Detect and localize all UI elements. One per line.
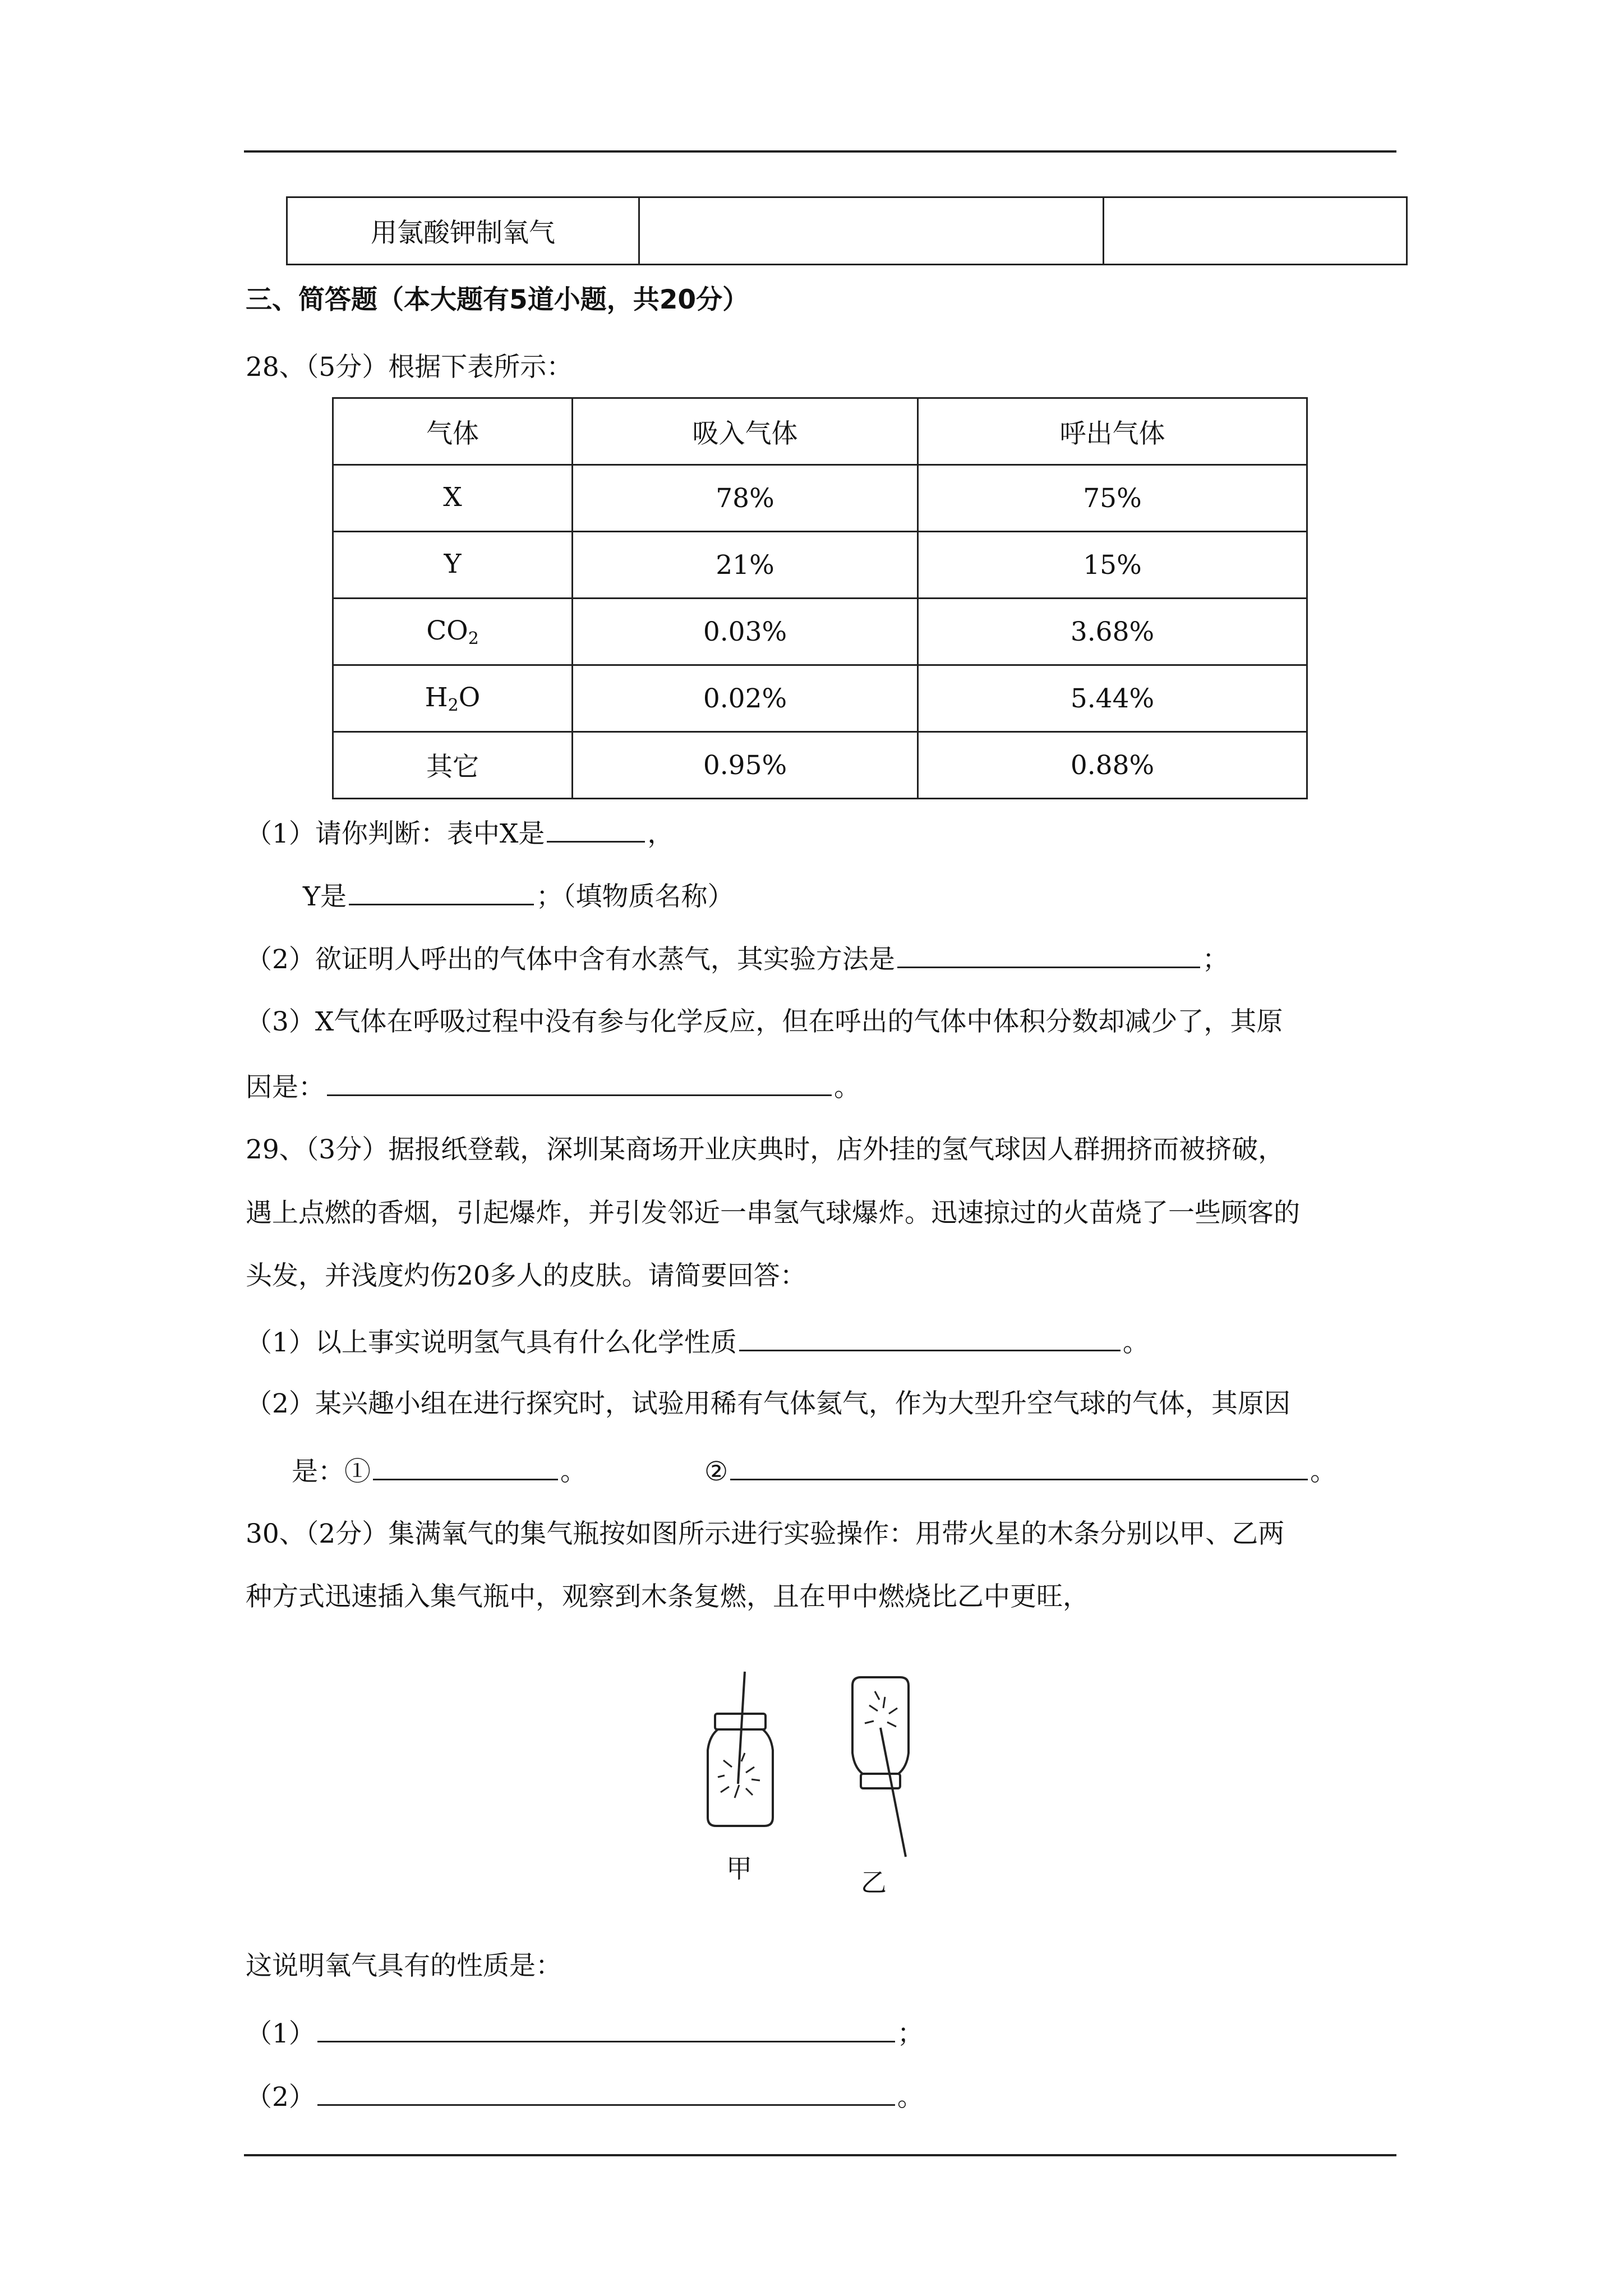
gas-table-header-gas: 气体 bbox=[333, 398, 573, 465]
q29-part2-line2: 是：① 。 ② 。 bbox=[292, 1453, 1336, 1489]
q29-line1: 29、（3分）据报纸登载，深圳某商场开业庆典时，店外挂的氢气球因人群拥挤而被挤破， bbox=[246, 1134, 1285, 1165]
figure-label-yi: 乙 bbox=[861, 1867, 887, 1898]
q30-item1: （1） ； bbox=[246, 2015, 924, 2051]
top-table-row-label: 用氯酸钾制氧气 bbox=[287, 197, 639, 265]
q28-part3-line1: （3）X气体在呼吸过程中没有参与化学反应，但在呼出的气体中体积分数却减少了，其原 bbox=[246, 1006, 1283, 1037]
q29-part1: （1）以上事实说明氢气具有什么化学性质 。 bbox=[246, 1324, 1149, 1360]
header-rule bbox=[244, 150, 1396, 153]
inhaled-value: 0.03% bbox=[573, 599, 918, 665]
gas-table-header-exhaled: 呼出气体 bbox=[918, 398, 1307, 465]
exhaled-value: 3.68% bbox=[918, 599, 1307, 665]
q28-part1: （1）请你判断：表中X是 ， bbox=[246, 815, 674, 851]
inhaled-value: 0.95% bbox=[573, 732, 918, 799]
q29-line3: 头发，并浅度灼伤20多人的皮肤。请简要回答： bbox=[246, 1260, 806, 1291]
gas-table bbox=[332, 397, 1308, 799]
q29-part2-line1: （2）某兴趣小组在进行探究时，试验用稀有气体氦气，作为大型升空气球的气体，其原因 bbox=[246, 1388, 1290, 1419]
answer-blank-water-vapor[interactable] bbox=[897, 941, 1200, 968]
gas-table-header-inhaled: 吸入气体 bbox=[573, 398, 918, 465]
figure-label-jia: 甲 bbox=[726, 1853, 752, 1884]
q28-part1b: Y是 ；（填物质名称） bbox=[303, 878, 734, 914]
q30-line1: 30、（2分）集满氧气的集气瓶按如图所示进行实验操作：用带火星的木条分别以甲、乙两 bbox=[246, 1519, 1285, 1549]
gas-name: $H_2O$ bbox=[333, 665, 573, 732]
gas-bottle-figure bbox=[662, 1660, 976, 1896]
top-table-cell-3 bbox=[1104, 197, 1407, 265]
answer-blank-reason-1[interactable] bbox=[373, 1453, 558, 1480]
inhaled-value: 0.02% bbox=[573, 665, 918, 732]
top-table bbox=[286, 196, 1408, 265]
q30-conclusion: 这说明氧气具有的性质是： bbox=[246, 1950, 562, 1981]
exhaled-value: 0.88% bbox=[918, 732, 1307, 799]
exhaled-value: 75% bbox=[918, 465, 1307, 532]
bottle-inverted-yi bbox=[852, 1677, 909, 1857]
exhaled-value: 5.44% bbox=[918, 665, 1307, 732]
table-row bbox=[333, 465, 1307, 532]
table-row bbox=[333, 665, 1307, 732]
answer-blank-x[interactable] bbox=[547, 815, 645, 843]
q28-part3-line2: 因是： 。 bbox=[246, 1069, 860, 1105]
answer-blank-reason[interactable] bbox=[327, 1069, 832, 1096]
inhaled-value: 78% bbox=[573, 465, 918, 532]
top-table-cell-2 bbox=[639, 197, 1104, 265]
answer-blank-hydrogen-property[interactable] bbox=[739, 1324, 1121, 1351]
answer-blank-oxygen-property-2[interactable] bbox=[317, 2078, 895, 2106]
table-row bbox=[333, 599, 1307, 665]
gas-name: $CO_2$ bbox=[333, 599, 573, 665]
gas-name: Y bbox=[333, 532, 573, 599]
inhaled-value: 21% bbox=[573, 532, 918, 599]
gas-name: 其它 bbox=[333, 732, 573, 799]
table-row bbox=[333, 532, 1307, 599]
answer-blank-reason-2[interactable] bbox=[730, 1453, 1308, 1480]
q28-part2: （2）欲证明人呼出的气体中含有水蒸气，其实验方法是 ； bbox=[246, 941, 1229, 977]
section-heading: 三、简答题（本大题有5道小题，共20分） bbox=[246, 284, 749, 315]
footer-rule bbox=[244, 2154, 1396, 2156]
answer-blank-y[interactable] bbox=[349, 878, 534, 905]
q29-line2: 遇上点燃的香烟，引起爆炸，并引发邻近一串氢气球爆炸。迅速掠过的火苗烧了一些顾客的 bbox=[246, 1198, 1300, 1228]
gas-name: X bbox=[333, 465, 573, 532]
bottle-upright-jia bbox=[708, 1672, 773, 1826]
answer-blank-oxygen-property-1[interactable] bbox=[317, 2015, 895, 2042]
q30-item2: （2） 。 bbox=[246, 2078, 924, 2114]
exhaled-value: 15% bbox=[918, 532, 1307, 599]
table-row bbox=[333, 732, 1307, 799]
q30-line2: 种方式迅速插入集气瓶中，观察到木条复燃，且在甲中燃烧比乙中更旺， bbox=[246, 1581, 1089, 1612]
q28-intro: 28、（5分）根据下表所示： bbox=[246, 352, 573, 383]
